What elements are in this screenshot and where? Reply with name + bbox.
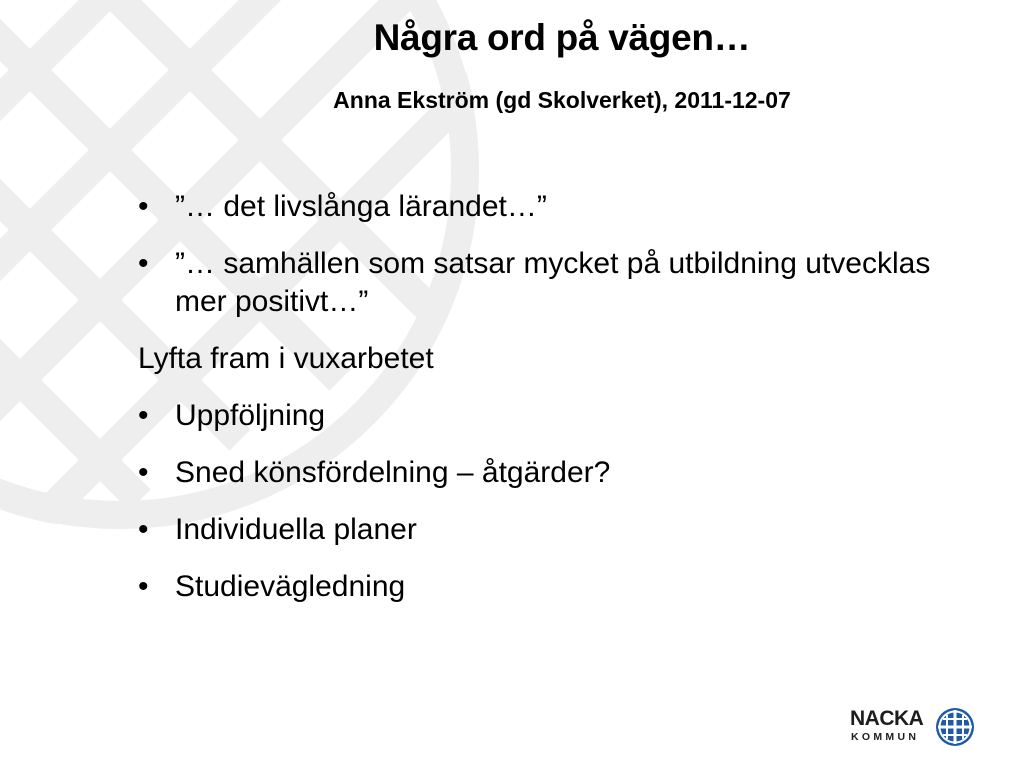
nacka-kommun-logo bbox=[848, 706, 978, 750]
bullet-icon: • bbox=[138, 399, 149, 432]
bullet-icon: • bbox=[138, 456, 149, 489]
quote-text: ”… det livslånga lärandet…” bbox=[175, 190, 547, 223]
slide-title: Några ord på vägen… bbox=[373, 17, 751, 58]
list-item-text: Sned könsfördelning – åtgärder? bbox=[175, 456, 611, 489]
bullet-icon: • bbox=[138, 570, 149, 603]
quote-item bbox=[138, 188, 958, 226]
slide-subtitle: Anna Ekström (gd Skolverket), 2011-12-07 bbox=[333, 87, 791, 113]
nacka-cross-emblem-icon bbox=[934, 706, 976, 748]
list-item bbox=[138, 454, 958, 492]
quote-item bbox=[138, 245, 958, 321]
section-heading: Lyfta fram i vuxarbetet bbox=[138, 342, 434, 375]
quote-text: ”… samhällen som satsar mycket på utbildning utvecklas mer positivt…” bbox=[175, 247, 931, 318]
list-item-text: Studievägledning bbox=[175, 570, 406, 603]
list-item-text: Individuella planer bbox=[175, 513, 417, 546]
bullet-icon: • bbox=[138, 247, 149, 280]
list-item bbox=[138, 568, 958, 606]
logo-subtext: KOMMUN bbox=[851, 731, 920, 743]
slide-body bbox=[138, 188, 958, 625]
list-item bbox=[138, 397, 958, 435]
list-item-text: Uppföljning bbox=[175, 399, 326, 432]
bullet-icon: • bbox=[138, 190, 149, 223]
list-item bbox=[138, 511, 958, 549]
bullet-icon: • bbox=[138, 513, 149, 546]
logo-name: NACKA bbox=[850, 707, 924, 730]
